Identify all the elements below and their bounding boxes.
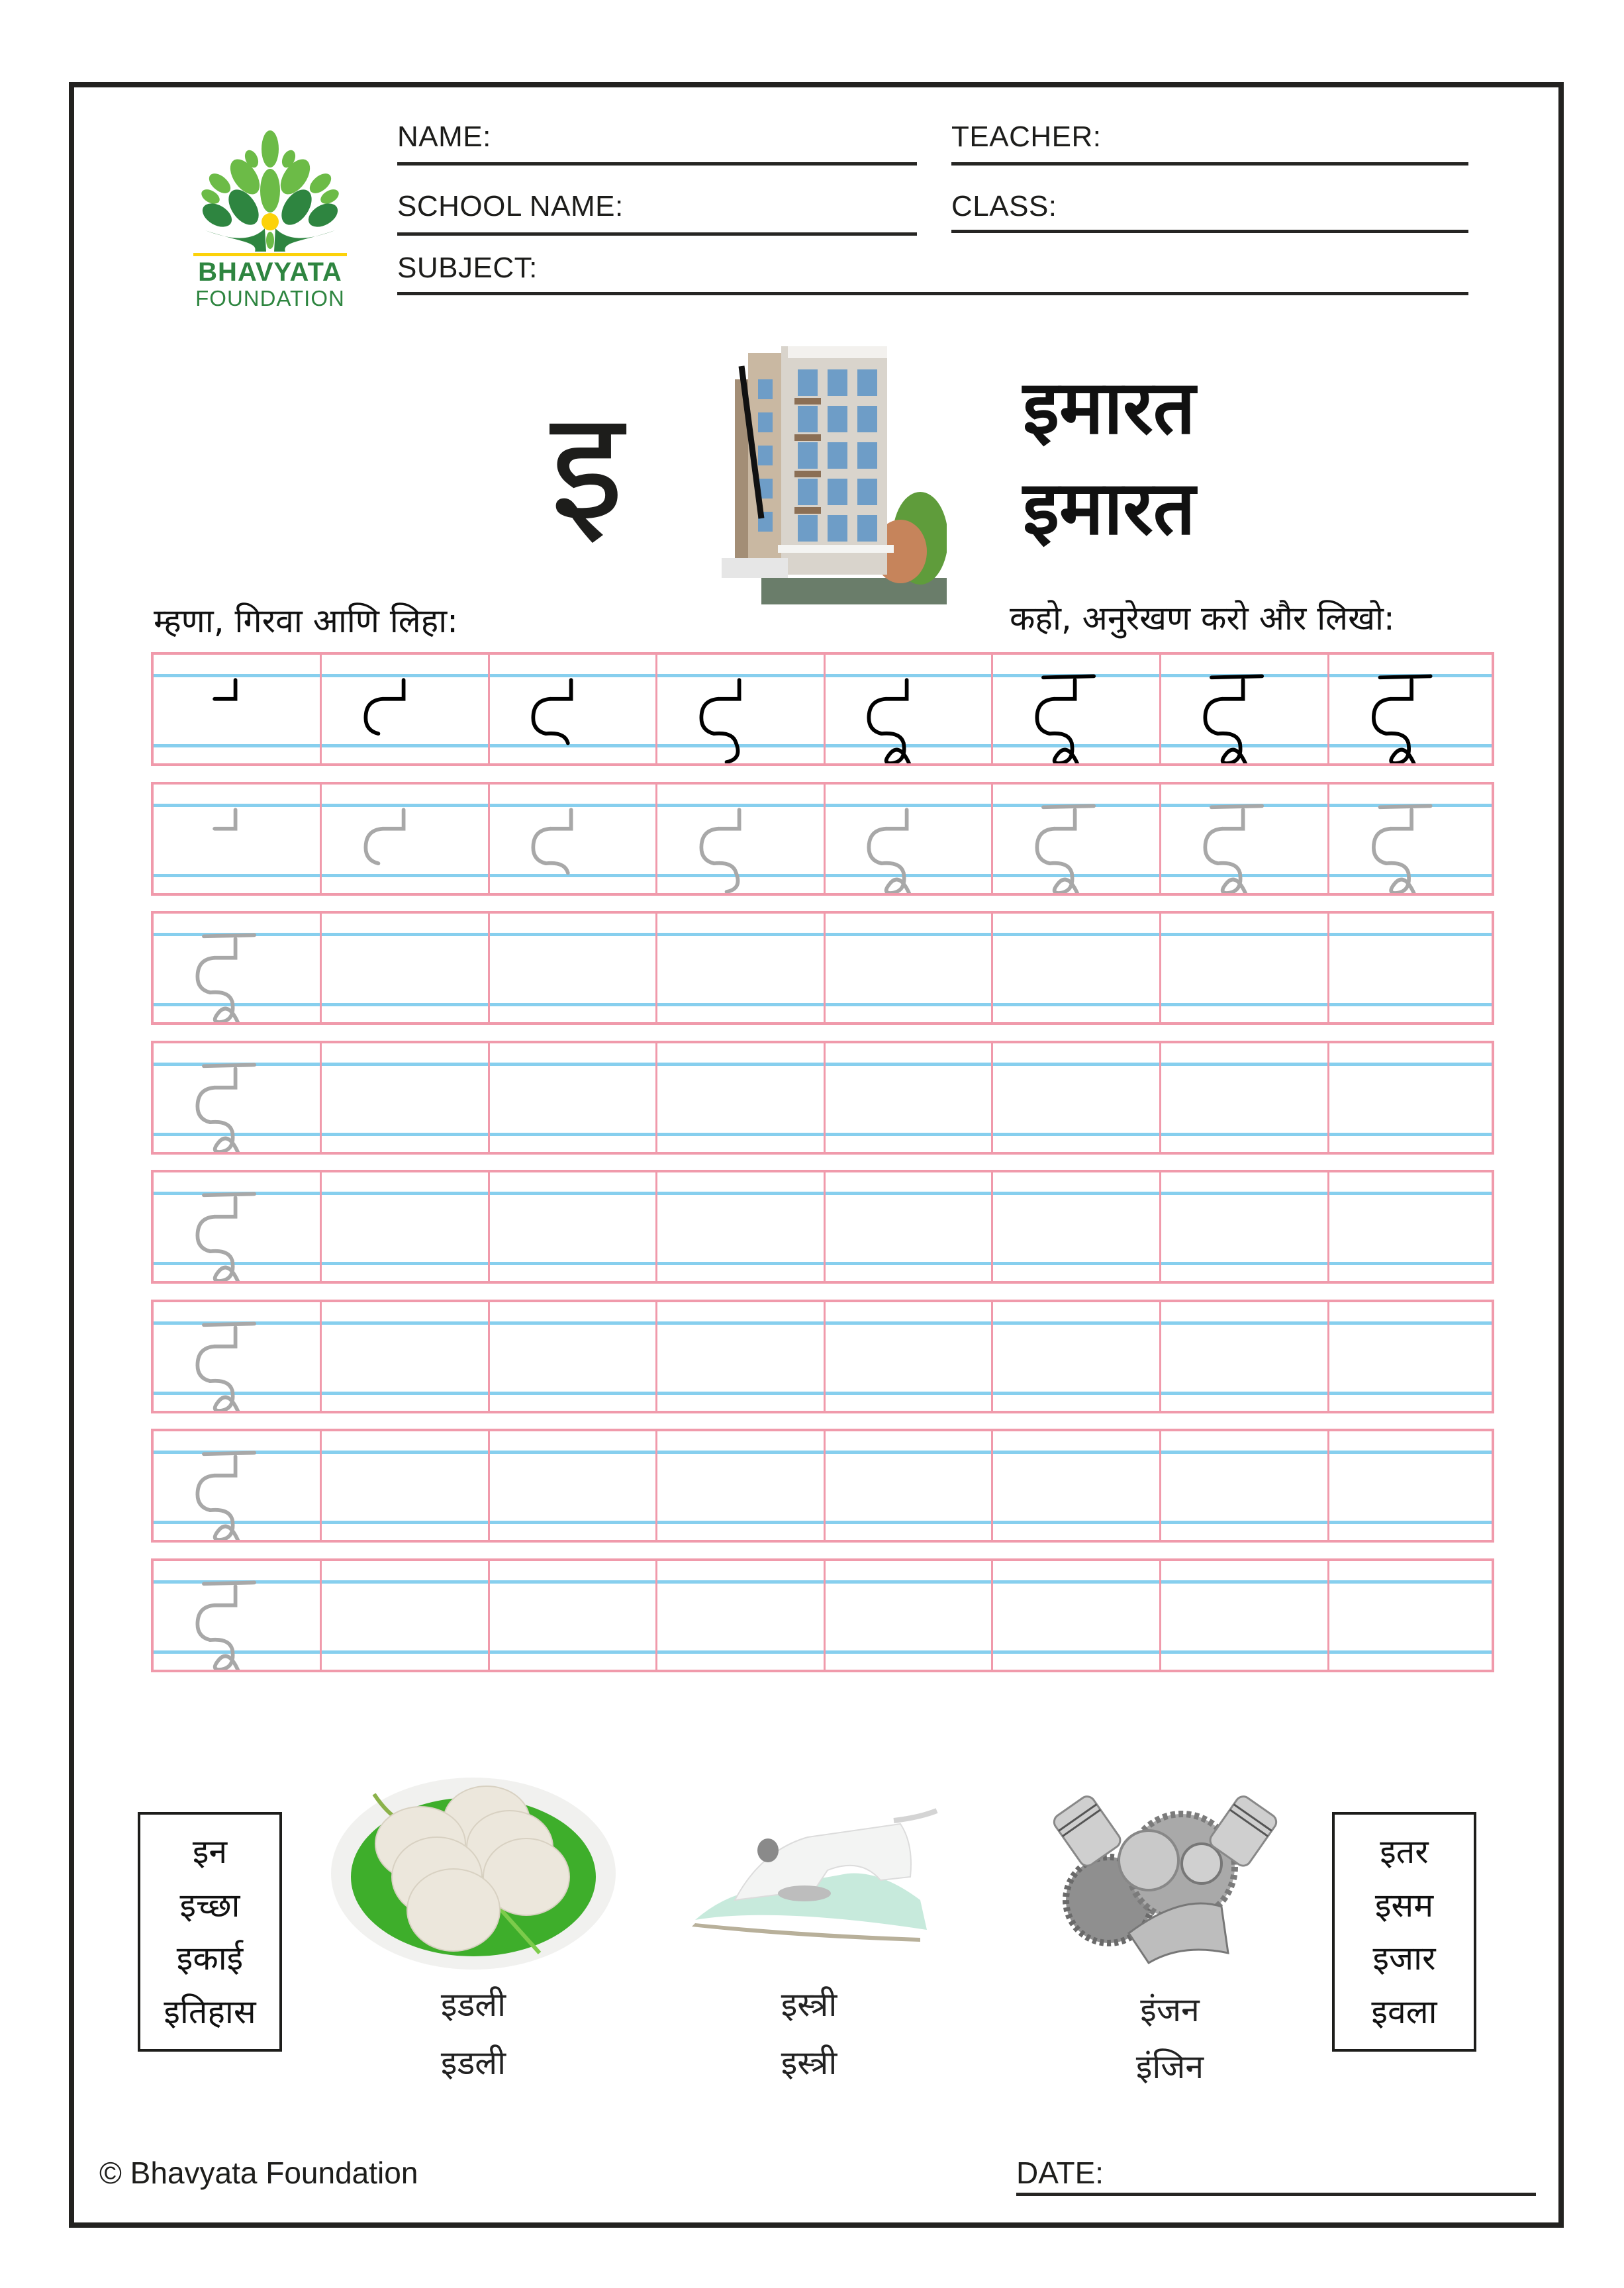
practice-cell[interactable] bbox=[1329, 914, 1497, 1022]
trace-cell[interactable] bbox=[154, 1561, 322, 1670]
class-field[interactable] bbox=[951, 230, 1468, 233]
trace-cell[interactable] bbox=[154, 1431, 322, 1540]
word-box-item: इतर bbox=[1380, 1832, 1429, 1871]
practice-cell[interactable] bbox=[489, 1431, 657, 1540]
practice-cell[interactable] bbox=[825, 1431, 993, 1540]
picture-word-hindi: इडली bbox=[440, 2044, 506, 2082]
practice-cell[interactable] bbox=[1161, 1431, 1329, 1540]
practice-cell[interactable] bbox=[993, 1172, 1161, 1281]
word-box-item: इतिहास bbox=[164, 1993, 256, 2032]
date-field[interactable] bbox=[1016, 2193, 1536, 2196]
iron-image bbox=[682, 1791, 940, 1950]
practice-row bbox=[151, 782, 1494, 896]
practice-row bbox=[151, 1170, 1494, 1284]
practice-cell[interactable] bbox=[993, 1431, 1161, 1540]
stroke-order-cell bbox=[1161, 655, 1329, 763]
practice-cell[interactable] bbox=[489, 1561, 657, 1670]
practice-cell[interactable] bbox=[1329, 1043, 1497, 1152]
practice-cell[interactable] bbox=[825, 1302, 993, 1411]
teacher-label: TEACHER: bbox=[951, 120, 1102, 153]
logo-divider bbox=[193, 253, 347, 256]
practice-cell[interactable] bbox=[993, 1043, 1161, 1152]
stroke-order-cell bbox=[993, 655, 1161, 763]
practice-cell[interactable] bbox=[1161, 1043, 1329, 1152]
subject-field[interactable] bbox=[397, 292, 1468, 295]
teacher-field[interactable] bbox=[951, 162, 1468, 166]
building-image bbox=[722, 340, 947, 604]
picture-word-hindi: इस्त्री bbox=[781, 2044, 837, 2082]
practice-cell[interactable] bbox=[657, 1043, 826, 1152]
logo-subtitle: FOUNDATION bbox=[195, 286, 345, 310]
word-box-item: इजार bbox=[1372, 1939, 1436, 1978]
practice-cell[interactable] bbox=[322, 914, 490, 1022]
stroke-order-cell bbox=[657, 655, 826, 763]
instruction-hindi: कहो, अनुरेखण करो और लिखो: bbox=[1010, 599, 1395, 638]
hero-word-marathi: इमारत bbox=[1023, 365, 1196, 451]
picture-word-marathi: इंजन bbox=[1140, 1991, 1200, 2029]
name-field[interactable] bbox=[397, 162, 917, 166]
practice-cell[interactable] bbox=[825, 1561, 993, 1670]
practice-cell[interactable] bbox=[1329, 1302, 1497, 1411]
practice-cell[interactable] bbox=[825, 1043, 993, 1152]
picture-word-marathi: इडली bbox=[440, 1985, 506, 2024]
word-box-right bbox=[1332, 1812, 1476, 2052]
practice-row bbox=[151, 1300, 1494, 1413]
practice-cell[interactable] bbox=[1161, 1302, 1329, 1411]
tree-hands-icon bbox=[192, 122, 348, 252]
practice-row bbox=[151, 1429, 1494, 1543]
practice-cell[interactable] bbox=[322, 1302, 490, 1411]
trace-cell[interactable] bbox=[1161, 785, 1329, 893]
school-name-label: SCHOOL NAME: bbox=[397, 190, 624, 222]
trace-cell[interactable] bbox=[825, 785, 993, 893]
practice-cell[interactable] bbox=[1161, 914, 1329, 1022]
engine-image bbox=[1049, 1788, 1288, 1966]
stroke-order-cell bbox=[154, 655, 322, 763]
practice-cell[interactable] bbox=[1161, 1561, 1329, 1670]
trace-cell[interactable] bbox=[154, 914, 322, 1022]
picture-word-hindi: इंजिन bbox=[1135, 2048, 1204, 2086]
stroke-order-cell bbox=[322, 655, 490, 763]
word-box-item: इसम bbox=[1374, 1885, 1434, 1925]
class-label: CLASS: bbox=[951, 190, 1057, 222]
practice-cell[interactable] bbox=[993, 1561, 1161, 1670]
practice-cell[interactable] bbox=[1161, 1172, 1329, 1281]
trace-cell[interactable] bbox=[1329, 785, 1497, 893]
picture-word-marathi: इस्त्री bbox=[781, 1985, 837, 2024]
trace-cell[interactable] bbox=[154, 1172, 322, 1281]
trace-cell[interactable] bbox=[489, 785, 657, 893]
practice-row bbox=[151, 1041, 1494, 1155]
practice-cell[interactable] bbox=[657, 914, 826, 1022]
copyright-text: © Bhavyata Foundation bbox=[99, 2156, 418, 2190]
featured-letter: इ bbox=[549, 378, 624, 555]
trace-cell[interactable] bbox=[154, 785, 322, 893]
word-box-left bbox=[138, 1812, 282, 2052]
practice-cell[interactable] bbox=[825, 914, 993, 1022]
practice-cell[interactable] bbox=[489, 1172, 657, 1281]
instruction-marathi: म्हणा, गिरवा आणि लिहा: bbox=[154, 602, 459, 640]
school-name-field[interactable] bbox=[397, 232, 917, 236]
stroke-order-cell bbox=[489, 655, 657, 763]
practice-cell[interactable] bbox=[1329, 1561, 1497, 1670]
word-box-item: इकाई bbox=[176, 1939, 244, 1978]
practice-cell[interactable] bbox=[657, 1172, 826, 1281]
practice-cell[interactable] bbox=[657, 1431, 826, 1540]
trace-cell[interactable] bbox=[993, 785, 1161, 893]
word-box-item: इन bbox=[192, 1832, 228, 1871]
practice-cell[interactable] bbox=[657, 1561, 826, 1670]
practice-cell[interactable] bbox=[489, 914, 657, 1022]
practice-cell[interactable] bbox=[322, 1172, 490, 1281]
date-label: DATE: bbox=[1016, 2156, 1104, 2190]
trace-cell[interactable] bbox=[154, 1043, 322, 1152]
word-box-item: इच्छा bbox=[179, 1885, 240, 1925]
hero-word-hindi: इमारत bbox=[1023, 465, 1196, 551]
practice-cell[interactable] bbox=[322, 1043, 490, 1152]
trace-cell[interactable] bbox=[154, 1302, 322, 1411]
stroke-order-cell bbox=[1329, 655, 1497, 763]
practice-cell[interactable] bbox=[825, 1172, 993, 1281]
bhavyata-logo bbox=[192, 122, 348, 309]
logo-name: BHAVYATA bbox=[198, 258, 342, 287]
practice-cell[interactable] bbox=[1329, 1431, 1497, 1540]
practice-cell[interactable] bbox=[657, 1302, 826, 1411]
stroke-order-cell bbox=[825, 655, 993, 763]
practice-cell[interactable] bbox=[993, 1302, 1161, 1411]
practice-cell[interactable] bbox=[993, 914, 1161, 1022]
idli-image bbox=[328, 1774, 619, 1973]
practice-cell[interactable] bbox=[489, 1302, 657, 1411]
practice-cell[interactable] bbox=[1329, 1172, 1497, 1281]
practice-row bbox=[151, 652, 1494, 766]
practice-row bbox=[151, 1558, 1494, 1672]
word-box-item: इवला bbox=[1371, 1993, 1437, 2032]
trace-cell[interactable] bbox=[657, 785, 826, 893]
practice-cell[interactable] bbox=[489, 1043, 657, 1152]
practice-cell[interactable] bbox=[322, 1431, 490, 1540]
subject-label: SUBJECT: bbox=[397, 252, 538, 284]
practice-cell[interactable] bbox=[322, 1561, 490, 1670]
trace-cell[interactable] bbox=[322, 785, 490, 893]
name-label: NAME: bbox=[397, 120, 491, 153]
practice-row bbox=[151, 911, 1494, 1025]
